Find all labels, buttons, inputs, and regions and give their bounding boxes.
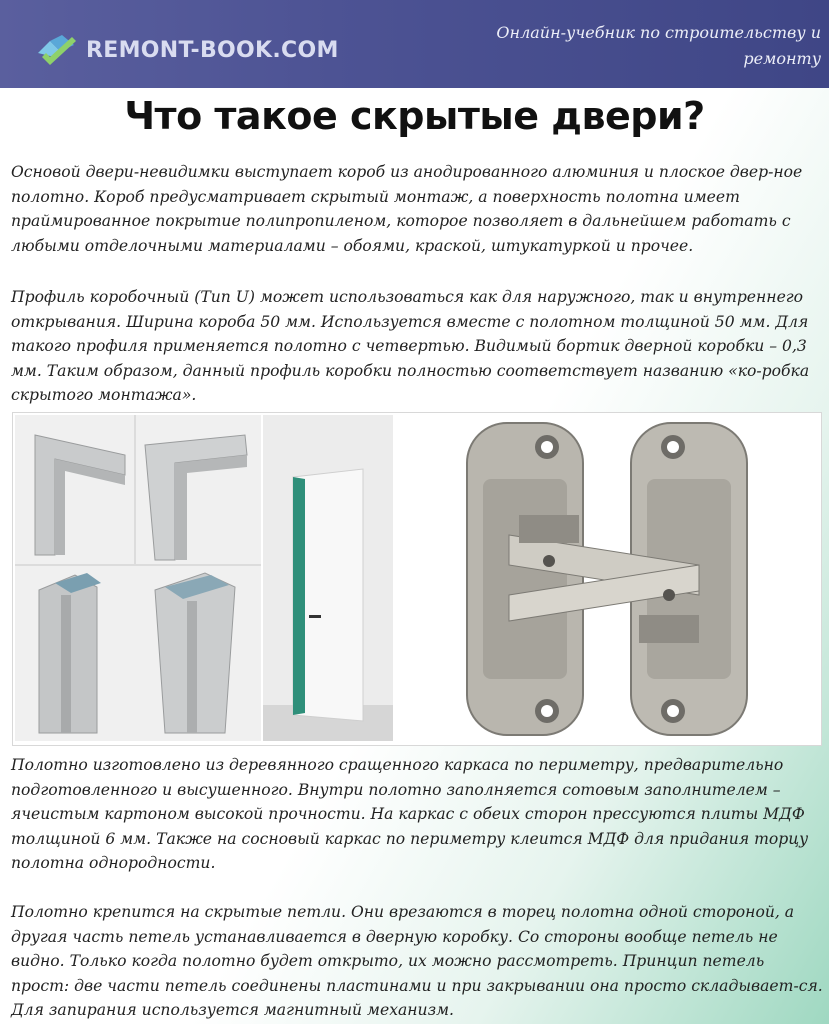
door-illustration [263, 415, 393, 741]
aluminum-profiles-image [15, 415, 261, 741]
profiles-illustration [15, 415, 261, 741]
site-tagline: Онлайн-учебник по строительству и ремонту [496, 23, 821, 68]
site-logo[interactable] [36, 30, 339, 70]
paragraph-door-leaf: Полотно изготовлено из деревянного сращенного каркаса по периметру, предварительно подготовленного и высушенного. Внутри полотно заполняется сотовым заполнителем – ячеистым картоном высокой прочности. На каркас с обеих сторон прессуются плиты МДФ толщиной 6 мм. Также на сосновый каркас по периметру клеится МДФ для придания торцу полотна однородности. [11, 756, 809, 872]
logo-text: REMONT-BOOK.COM [86, 37, 339, 63]
hinge-illustration [399, 415, 817, 741]
concealed-hinge-image [399, 415, 817, 741]
site-header [0, 0, 829, 88]
paragraph-hinges: Полотно крепится на скрытые петли. Они врезаются в торец полотна одной стороной, а другая часть петель устанавливается в дверную коробку. Со стороны вообще петель не видно. Только когда полотно будет открыто, их можно рассмотреть. Принцип петель прост: две части петель соединены пластинами и при закрывании она просто складывает-ся. Для запирания используется магнитный механизм. [11, 903, 823, 1019]
photo-strip [12, 412, 822, 746]
page-title: Что такое скрытые двери? [124, 94, 705, 138]
hidden-door-image [263, 415, 393, 741]
paragraph-door-base: Основой двери-невидимки выступает короб из анодированного алюминия и плоское двер-ное полотно. Короб предусматривает скрытый монтаж, а поверхность полотна имеет праймированное покрытие полипропиленом, которое позволяет в дальнейшем работать с любыми отделочными материалами – обоями, краской, штукатуркой и прочее. [11, 163, 803, 255]
logo-icon [36, 33, 80, 67]
paragraph-box-profile: Профиль коробочный (Тип U) может использоваться как для наружного, так и внутреннего открывания. Ширина короба 50 мм. Используется вместе с полотном толщиной 50 мм. Для такого профиля применяется полотно с четвертью. Видимый бортик дверной коробки – 0,3 мм. Таким образом, данный профиль коробки полностью соответствует названию «ко-робка скрытого монтажа». [11, 288, 810, 404]
